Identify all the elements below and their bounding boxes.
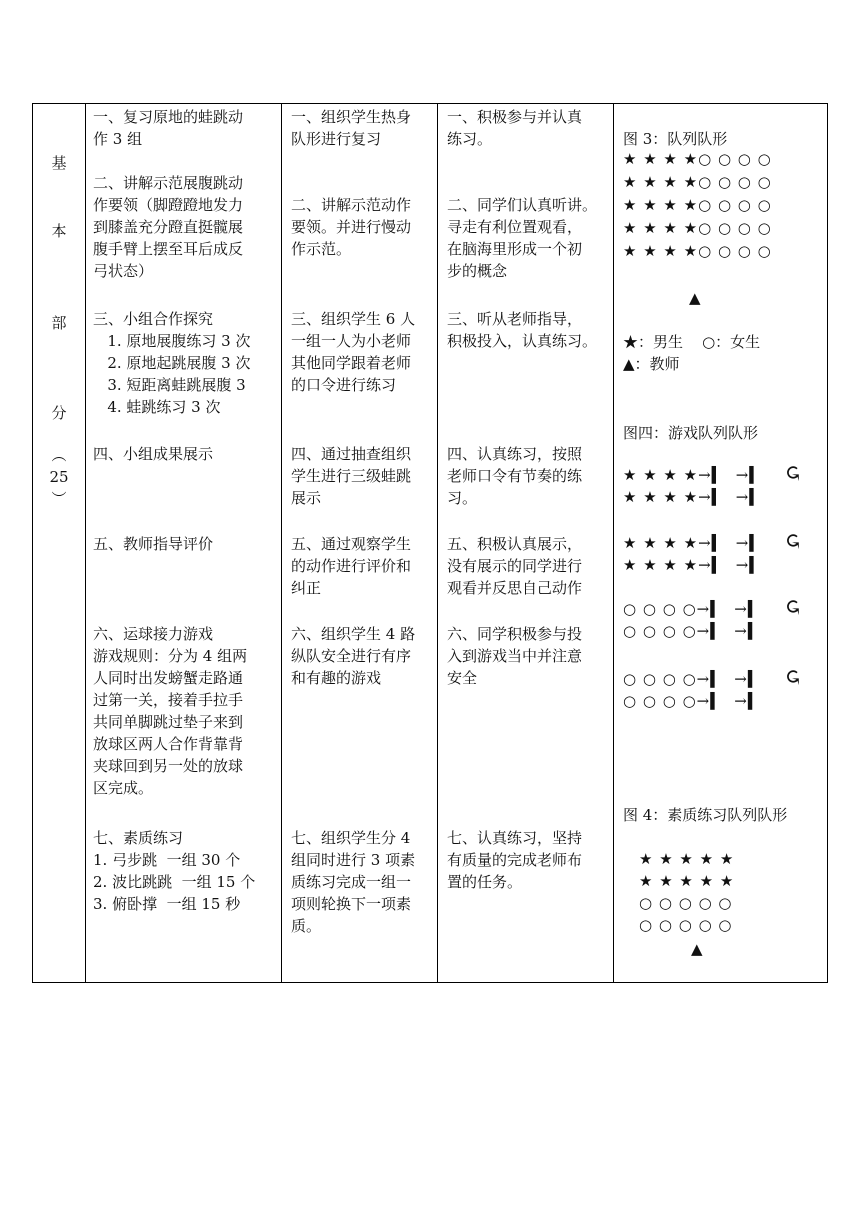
content-cell: 七、素质练习 1. 弓步跳 一组 30 个 2. 波比跳跳 一组 15 个 3. 俯卧撑 一组 15 秒 <box>93 829 256 913</box>
content-cell: 三、小组合作探究 1. 原地展腹练习 3 次 2. 原地起跳展腹 3 次 3. 短距离蛙跳展腹 3 4. 蛙跳练习 3 次 <box>93 310 251 416</box>
lesson-table <box>32 103 828 983</box>
column-divider <box>437 104 438 982</box>
side-label-char: 分 <box>51 404 67 422</box>
formation-row: ○ ○ ○ ○ ○ <box>639 894 733 912</box>
formation-row: ★ ★ ★ ★→▍ →▍ <box>623 466 762 484</box>
turnaround-icon: ↺ <box>779 668 805 687</box>
student-cell: 一、积极参与并认真 练习。 二、同学们认真听讲。 寻走有利位置观看， 在脑海里形成一个初 步的概念 <box>447 108 598 280</box>
teacher-cell: 六、组织学生 4 路 纵队安全进行有序 和有趣的游戏 <box>291 625 416 687</box>
side-paren-open: ︵ <box>51 446 67 464</box>
legend-teacher: ▲：教师 <box>623 355 680 373</box>
figure-title: 图 3：队列队形 <box>623 130 728 148</box>
teacher-mark: ▲ <box>689 289 701 307</box>
formation-row: ★ ★ ★ ★→▍ →▍ <box>623 556 762 574</box>
figure-title: 图四：游戏队列队形 <box>623 424 759 442</box>
student-cell: 五、积极认真展示， 没有展示的同学进行 观看并反思自己动作 <box>447 535 583 597</box>
formation-row: ★ ★ ★ ★ ★ <box>639 872 735 890</box>
legend-students: ★：男生 ○：女生 <box>623 333 761 351</box>
teacher-cell: 三、组织学生 6 人 一组一人为小老师 其他同学跟着老师 的口令进行练习 <box>291 310 416 394</box>
turnaround-icon: ↺ <box>779 598 805 617</box>
formation-row: ○ ○ ○ ○→▍ →▍ <box>623 692 761 710</box>
formation-row: ○ ○ ○ ○ ○ <box>639 916 733 934</box>
formation-row: ★ ★ ★ ★○ ○ ○ ○ <box>623 196 772 214</box>
formation-row: ★ ★ ★ ★○ ○ ○ ○ <box>623 150 772 168</box>
content-cell: 六、运球接力游戏 游戏规则：分为 4 组两 人同时出发螃蟹走路通 过第一关，接着手拉手 共同单脚跳过垫子来到 放球区两人合作背靠背 夹球回到另一处的放球 区完成。 <box>93 625 248 797</box>
formation-row: ★ ★ ★ ★→▍ →▍ <box>623 488 762 506</box>
teacher-cell: 四、通过抽查组织 学生进行三级蛙跳 展示 <box>291 445 412 507</box>
student-cell: 六、同学积极参与投 入到游戏当中并注意 安全 <box>447 625 583 687</box>
turnaround-icon: ↺ <box>779 464 805 483</box>
teacher-mark: ▲ <box>691 940 703 958</box>
column-divider <box>85 104 86 982</box>
turnaround-icon: ↺ <box>779 532 805 551</box>
side-paren-close: ︶ <box>51 490 67 508</box>
side-label-char: 本 <box>51 222 67 240</box>
side-label-char: 部 <box>51 314 67 332</box>
formation-row: ○ ○ ○ ○→▍ →▍ <box>623 600 761 618</box>
teacher-cell: 一、组织学生热身 队形进行复习 二、讲解示范动作 要领。并进行慢动 作示范。 <box>291 108 412 258</box>
content-cell: 四、小组成果展示 <box>93 445 214 463</box>
formation-row: ★ ★ ★ ★ ★ <box>639 850 735 868</box>
formation-row: ★ ★ ★ ★○ ○ ○ ○ <box>623 219 772 237</box>
student-cell: 四、认真练习，按照 老师口令有节奏的练 习。 <box>447 445 583 507</box>
formation-row: ○ ○ ○ ○→▍ →▍ <box>623 670 761 688</box>
side-minutes: 25 <box>49 468 69 486</box>
content-cell: 一、复习原地的蛙跳动 作 3 组 二、讲解示范展腹跳动 作要领（脚蹬蹬地发力 到膝盖充分蹬直挺髋展 腹手臂上摆至耳后成反 弓状态） <box>93 108 244 280</box>
formation-row: ★ ★ ★ ★→▍ →▍ <box>623 534 762 552</box>
side-label-char: 基 <box>51 154 67 172</box>
teacher-cell: 七、组织学生分 4 组同时进行 3 项素 质练习完成一组一 项则轮换下一项素 质。 <box>291 829 416 935</box>
formation-row: ★ ★ ★ ★○ ○ ○ ○ <box>623 173 772 191</box>
student-cell: 七、认真练习，坚持 有质量的完成老师布 置的任务。 <box>447 829 583 891</box>
student-cell: 三、听从老师指导， 积极投入，认真练习。 <box>447 310 598 350</box>
formation-row: ★ ★ ★ ★○ ○ ○ ○ <box>623 242 772 260</box>
teacher-cell: 五、通过观察学生 的动作进行评价和 纠正 <box>291 535 412 597</box>
formation-row: ○ ○ ○ ○→▍ →▍ <box>623 622 761 640</box>
content-cell: 五、教师指导评价 <box>93 535 214 553</box>
figure-title: 图 4：素质练习队列队形 <box>623 806 788 824</box>
